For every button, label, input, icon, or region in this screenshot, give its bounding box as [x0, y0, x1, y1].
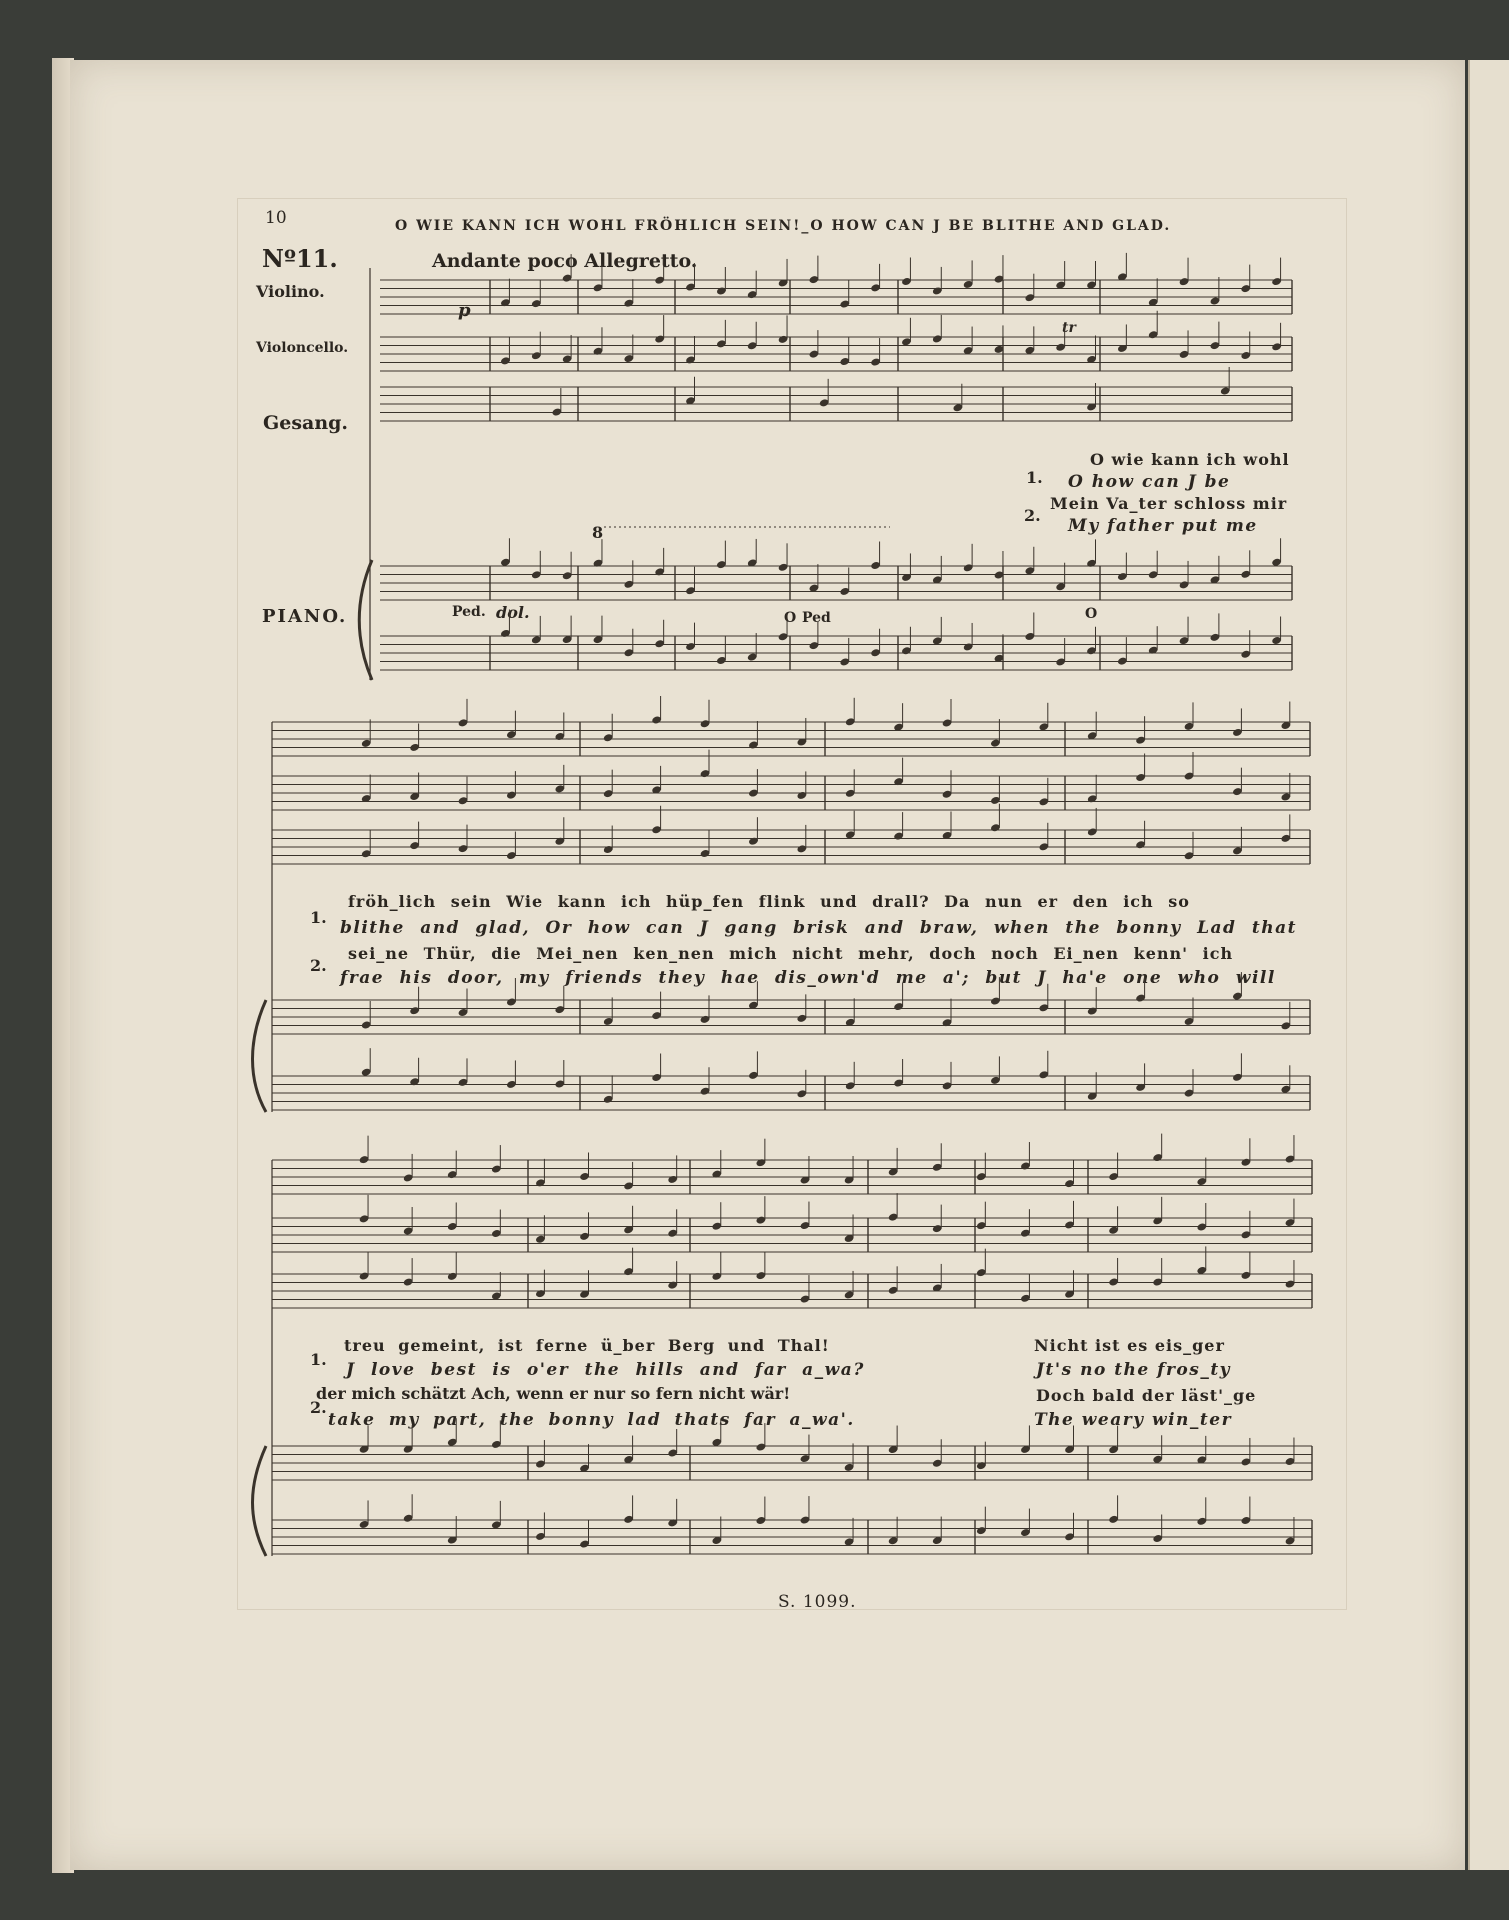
lyric-s3-en-v2: take my part, the bonny lad thats far a_wa'. [328, 1410, 855, 1430]
pedal-mark-2: Ped [802, 610, 831, 626]
lyric-s3-de-v1: treu gemeint, ist ferne ü_ber Berg und Thal! [344, 1336, 830, 1355]
verse-number-s3-2: 2. [310, 1398, 327, 1417]
lyric-s1-en-v2: My father put me [1068, 516, 1258, 536]
piece-number: Nº11. [262, 244, 338, 273]
page-number: 10 [265, 208, 287, 228]
tempo-marking: Andante poco Allegretto. [432, 250, 698, 272]
label-piano: PIANO. [262, 606, 348, 627]
lyric-s3-en-v2-right: The weary win_ter [1034, 1410, 1233, 1430]
verse-number-s2-1: 1. [310, 908, 327, 927]
lyric-s2-en-v2: frae his door, my friends they hae dis_own'd me a'; but J ha'e one who will [340, 968, 1276, 988]
label-voice: Gesang. [263, 412, 349, 434]
lyric-s2-de-v1: fröh_lich sein Wie kann ich hüp_fen flink und drall? Da nun er den ich so [348, 892, 1190, 911]
lyric-s3-de-v1-right: Nicht ist es eis_ger [1034, 1336, 1225, 1355]
lyric-s1-de-v2: Mein Va_ter schloss mir [1050, 494, 1288, 513]
lyric-s3-de-v2-right: Doch bald der läst'_ge [1036, 1386, 1257, 1405]
lyric-s3-en-v1: J love best is o'er the hills and far a_wa? [346, 1360, 865, 1380]
dolce-mark: dol. [496, 603, 530, 622]
label-cello: Violoncello. [256, 340, 349, 356]
release-mark-2: O [1085, 606, 1098, 622]
verse-number-s3-1: 1. [310, 1350, 327, 1369]
verse-number-s2-2: 2. [310, 956, 327, 975]
verse-number-s1-2: 2. [1024, 506, 1041, 525]
lyric-s1-de-v1: O wie kann ich wohl [1090, 450, 1290, 469]
lyric-s2-en-v1: blithe and glad, Or how can J gang brisk and braw, when the bonny Lad that [340, 918, 1297, 938]
song-title: O WIE KANN ICH WOHL FRÖHLICH SEIN!_O HOW CAN J BE BLITHE AND GLAD. [395, 218, 1172, 234]
s2-piano-brace [253, 1000, 267, 1112]
dynamic-p: p [458, 300, 471, 321]
verse-number-s1-1: 1. [1026, 468, 1043, 487]
lyric-s2-de-v2: sei_ne Thür, die Mei_nen ken_nen mich nicht mehr, doch noch Ei_nen kenn' ich [348, 944, 1234, 963]
trill-mark: tr [1062, 320, 1076, 336]
plate-number: S. 1099. [778, 1592, 857, 1612]
label-violin: Violino. [256, 282, 325, 301]
lyric-s3-en-v1-right: Jt's no the fros_ty [1036, 1360, 1232, 1380]
ottava-mark: 8 [592, 523, 604, 542]
lyric-s1-en-v1: O how can J be [1068, 472, 1231, 492]
lyric-s3-de-v2: der mich schätzt Ach, wenn er nur so fern nicht wär! [316, 1384, 791, 1403]
s3-piano-brace [253, 1446, 267, 1556]
release-mark-1: O [784, 610, 797, 626]
pedal-mark-1: Ped. [452, 604, 486, 620]
